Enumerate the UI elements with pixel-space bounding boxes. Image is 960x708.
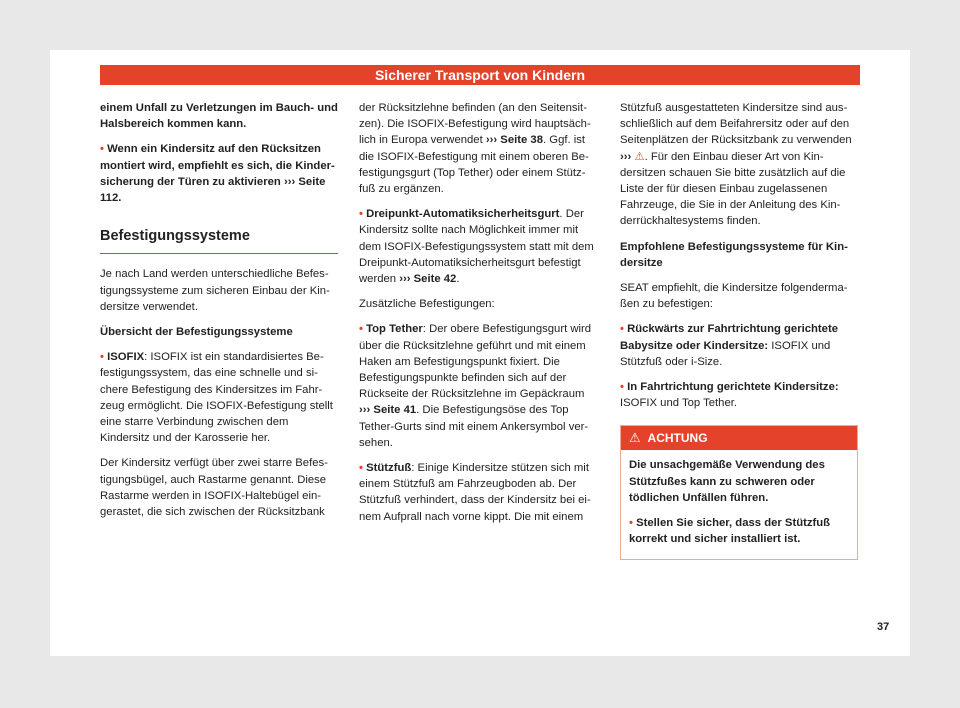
rearward-label: Rückwärts zur Fahrtrichtung gerichtete Babysitze oder Kindersitze: [620, 323, 839, 352]
rearward-text: ISOFIX und Stützfuß oder i-Size. [620, 339, 831, 368]
toptether-item [359, 321, 597, 451]
page-reference-link[interactable]: ››› Seite 42 [399, 273, 457, 286]
stuetzfuss-label: Stützfuß [366, 462, 412, 475]
header-title: Sicherer Transport von Kindern [374, 67, 586, 83]
warning-bullet [100, 141, 338, 206]
stuetzfuss-continuation-rest: . Für den Einbau dieser Art von Kindersitzen schauen Sie bitte zusätzlich auf die Liste der für diesen Einbau zugelassenen Fahrzeuge, die Sie in der Anleitung des Kinderrückhaltesystems finden. [620, 150, 846, 228]
dreipunkt-text: . Der Kindersitz sollte nach Möglichkeit immer mit dem ISOFIX-Befestigungssystem statt mit dem Dreipunkt-Automatiksicherheitsgurt befestigt werden [359, 208, 594, 286]
rearward-item [620, 321, 858, 370]
rastarme-paragraph: Der Kindersitz verfügt über zwei starre Befestigungsbügel, auch Rastarme genannt. Diese Rastarme werden in ISOFIX-Haltebügel eingerastet, die sich zwischen der Rücksitzbank [100, 457, 328, 519]
warning-bullet [629, 515, 849, 547]
recommended-intro: SEAT empfiehlt, die Kindersitze folgendermaßen zu befestigen: [620, 282, 848, 311]
column-2 [359, 100, 597, 534]
toptether-label: Top Tether [366, 323, 423, 336]
warning-reference-link[interactable]: ››› [620, 150, 632, 163]
recommended-heading: Empfohlene Befestigungssysteme für Kindersitze [620, 240, 848, 269]
toptether-text: : Der obere Befestigungsgurt wird über die Rücksitzlehne geführt und mit einem Haken am Befestigungspunkt fixiert. Die Befestigungspunkte befinden sich auf der Rückseite der Rücksitzlehne im Gepäckraum [359, 323, 592, 401]
page-number: 37 [877, 621, 890, 633]
warning-box-body [621, 450, 857, 559]
forward-text: ISOFIX und Top Tether. [620, 397, 738, 410]
isofix-continuation [359, 100, 597, 197]
forward-item [620, 379, 858, 411]
extra-heading: Zusätzliche Befestigungen: [359, 298, 495, 311]
page-reference-link[interactable]: ››› Seite 41 [359, 404, 417, 417]
warning-triangle-icon[interactable]: ⚠ [634, 150, 645, 163]
isofix-item [100, 349, 338, 446]
dreipunkt-item [359, 206, 597, 287]
isofix-text: : ISOFIX ist ein standardisiertes Befestigungssystem, das eine schnelle und sichere Befestigung des Kindersitzes im Fahrzeug ermöglicht. Die ISOFIX-Befestigung stellt eine starre Verbindung zwischen dem Kindersitz und der Karosserie her. [100, 351, 333, 445]
overview-heading: Übersicht der Befestigungssysteme [100, 326, 293, 339]
column-3 [620, 100, 858, 560]
intro-paragraph: Je nach Land werden unterschiedliche Befestigungssysteme zum sicheren Einbau der Kindersitze verwendet. [100, 268, 330, 313]
isofix-continuation-text: der Rücksitzlehne befinden (an den Seitensitzen). Die ISOFIX-Befestigung wird hauptsächlich in Europa verwendet [359, 102, 591, 147]
isofix-label: ISOFIX [107, 351, 145, 364]
page-reference-link[interactable]: ››› Seite 112. [100, 175, 326, 205]
page-reference-link[interactable]: ››› Seite 38 [485, 134, 543, 147]
warning-triangle-icon: ⚠ [629, 430, 641, 446]
stuetzfuss-continuation-text: Stützfuß ausgestatteten Kindersitze sind ausschließlich auf dem Beifahrersitz oder auf den Seitenplätzen der Rücksitzbank zu verwenden [620, 102, 852, 147]
continued-warning-text: einem Unfall zu Verletzungen im Bauch- und Halsbereich kommen kann. [100, 102, 338, 131]
warning-box-header [621, 426, 857, 450]
page-header [100, 65, 860, 85]
toptether-rest: . Die Befestigungsöse des Top Tether-Gurts sind mit einem Ankersymbol versehen. [359, 404, 589, 449]
isofix-continuation-rest: . Ggf. ist die ISOFIX-Befestigung mit einem oberen Befestigungsgurt (Top Tether) oder einem Stützfuß zu ergänzen. [359, 134, 589, 196]
stuetzfuss-item [359, 460, 597, 525]
stuetzfuss-text: : Einige Kindersitze stützen sich mit einem Stützfuß am Fahrzeugboden ab. Der Stützfuß verhindert, dass der Kindersitz bei einem Aufprall nach vorne kippt. Die mit einem [359, 462, 591, 523]
warning-text: Die unsachgemäße Verwendung des Stützfußes kann zu schweren oder tödlichen Unfällen führen. [629, 459, 825, 504]
warning-title: ACHTUNG [647, 431, 708, 446]
dreipunkt-label: Dreipunkt-Automatiksicherheitsgurt [366, 208, 560, 221]
forward-label: In Fahrtrichtung gerichtete Kindersitze: [627, 381, 839, 394]
dreipunkt-end: . [456, 273, 460, 286]
stuetzfuss-continuation [620, 100, 858, 230]
section-title: Befestigungssysteme [100, 228, 338, 254]
warning-bullet-text: Wenn ein Kindersitz auf den Rücksitzen montiert wird, empfiehlt es sich, die Kindersicherung der Türen zu aktivieren [100, 143, 335, 188]
column-1 [100, 100, 338, 529]
warning-box [620, 425, 858, 560]
warning-bullet-text: Stellen Sie sicher, dass der Stützfuß korrekt und sicher installiert ist. [629, 517, 831, 546]
